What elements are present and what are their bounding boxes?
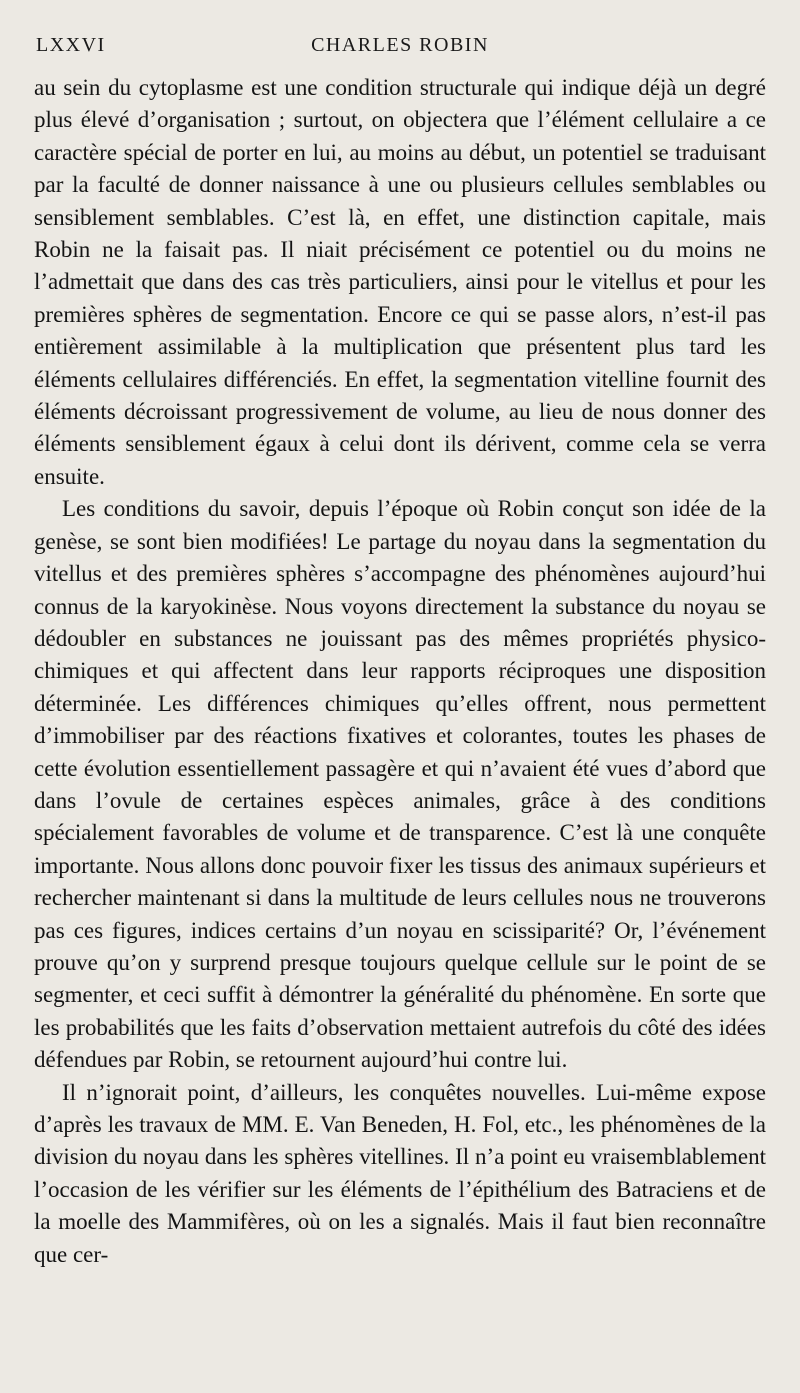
body-text <box>34 72 766 1271</box>
paragraph-savoir: Les conditions du savoir, depuis l’époque où Robin conçut son idée de la genèse, se sont bien modifiées! Le partage du noyau dans la segmentation du vitellus et des premières sphères s’accompagne des phénomènes aujourd’hui connus de la karyokinèse. Nous voyons directement la substance du noyau se dédoubler en substances ne jouissant pas des mêmes propriétés physico-chimiques et qui affectent dans leur rapports réciproques une disposition déterminée. Les différences chimiques qu’elles offrent, nous permettent d’immobiliser par des réactions fixatives et colorantes, toutes les phases de cette évolution essentiellement passagère et qui n’avaient été vues d’abord que dans l’ovule de certaines espèces animales, grâce à des conditions spécialement favorables de volume et de transparence. C’est là une conquête importante. Nous allons donc pouvoir fixer les tissus des animaux supérieurs et rechercher maintenant si dans la multitude de leurs cellules nous ne trouverons pas ces figures, indices certains d’un noyau en scissiparité? Or, l’événement prouve qu’on y surprend presque toujours quelque cellule sur le point de se segmenter, et ceci suffit à démontrer la généralité du phénomène. En sorte que les probabilités que les faits d’observation mettaient autrefois du côté des idées défendues par Robin, se retournent aujourd’hui contre lui. <box>34 496 766 1073</box>
running-title: CHARLES ROBIN <box>311 34 489 56</box>
paragraph-continuation: au sein du cytoplasme est une condition structurale qui indique déjà un degré plus élevé d’organisation ; surtout, on objectera que l’élément cellulaire a ce caractère spécial de porter en lui, au moins au début, un potentiel se traduisant par la faculté de donner naissance à une ou plusieurs cellules semblables ou sensiblement semblables. C’est là, en effet, une distinction capitale, mais Robin ne la faisait pas. Il niait précisément ce potentiel ou du moins ne l’admettait que dans des cas très particuliers, ainsi pour le vitellus et pour les premières sphères de segmentation. Encore ce qui se passe alors, n’est-il pas entièrement assimilable à la multiplication que présentent plus tard les éléments cellulaires différenciés. En effet, la segmentation vitelline fournit des éléments décroissant progressivement de volume, au lieu de nous donner des éléments sensiblement égaux à celui dont ils dérivent, comme cela se verra ensuite. <box>34 75 766 489</box>
paragraph-conquetes: Il n’ignorait point, d’ailleurs, les conquêtes nouvelles. Lui-même expose d’après les travaux de MM. E. Van Beneden, H. Fol, etc., les phénomènes de la division du noyau dans les sphères vitellines. Il n’a point eu vraisemblablement l’occasion de les vérifier sur les éléments de l’épithélium des Batraciens et de la moelle des Mammifères, où on les a signalés. Mais il faut bien reconnaître que cer- <box>34 1079 766 1267</box>
page-number: LXXVI <box>36 34 106 56</box>
running-head <box>36 34 764 60</box>
